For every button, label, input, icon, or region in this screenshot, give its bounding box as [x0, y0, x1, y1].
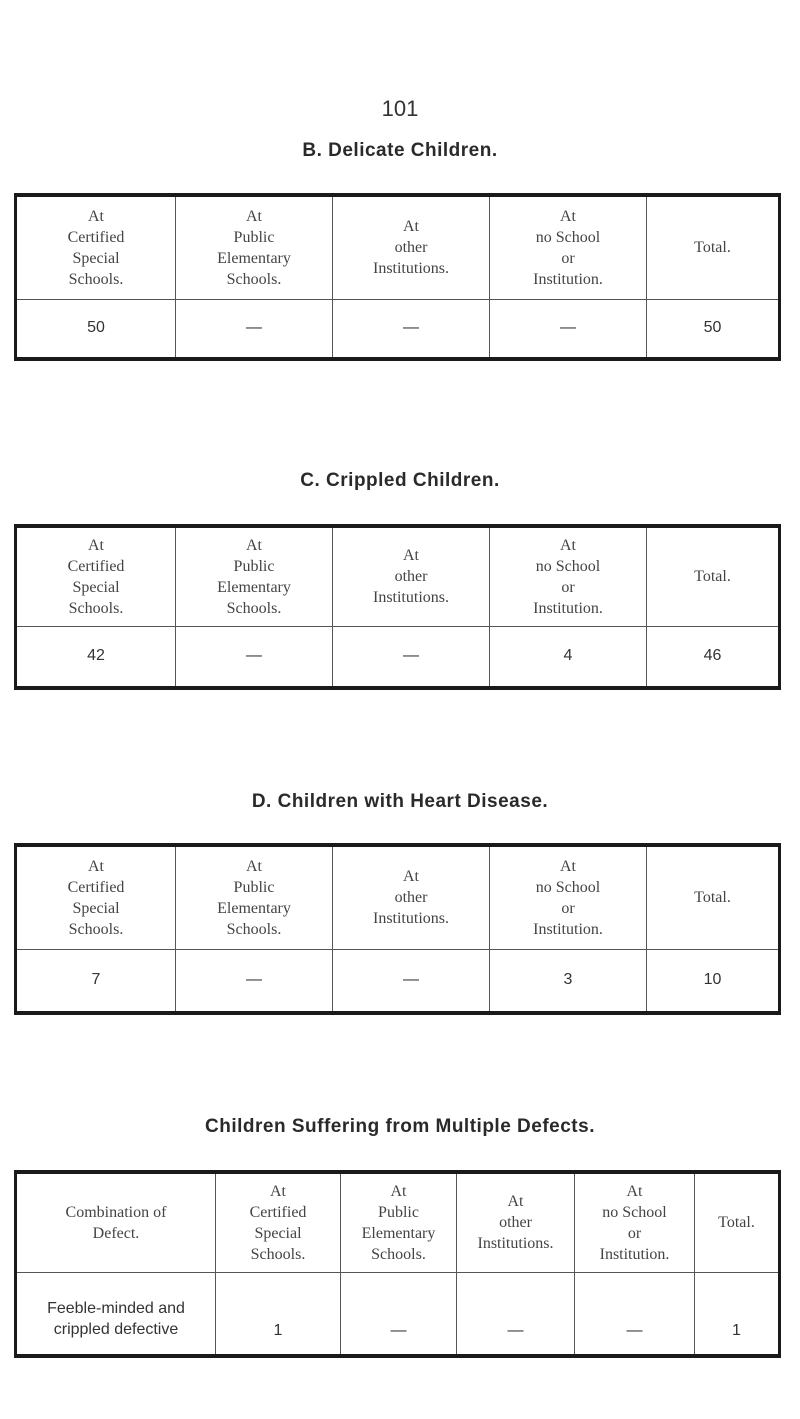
header-total: Total. [695, 1172, 780, 1272]
value-total: 1 [695, 1272, 780, 1356]
header-total: Total. [647, 845, 780, 949]
header-no-school-or-institution: At no School or Institution. [575, 1172, 695, 1272]
header-row [16, 845, 780, 949]
header-other-institutions: At other Institutions. [333, 526, 490, 626]
header-no-school-or-institution: At no School or Institution. [490, 526, 647, 626]
value-certified-special-schools: 7 [16, 949, 176, 1013]
header-total: Total. [647, 526, 780, 626]
value-public-elementary-schools: — [176, 949, 333, 1013]
value-public-elementary-schools: — [341, 1272, 457, 1356]
header-public-elementary-schools: At Public Elementary Schools. [341, 1172, 457, 1272]
value-total: 50 [647, 299, 780, 359]
table-row [16, 626, 780, 688]
header-public-elementary-schools: At Public Elementary Schools. [176, 845, 333, 949]
table-row [16, 949, 780, 1013]
header-row [16, 526, 780, 626]
section-title-crippled-children: C. Crippled Children. [300, 470, 500, 491]
value-no-school-or-institution: — [490, 299, 647, 359]
row-label-combination: Feeble-minded and crippled defective [16, 1272, 216, 1356]
header-other-institutions: At other Institutions. [333, 845, 490, 949]
header-row [16, 195, 780, 299]
header-no-school-or-institution: At no School or Institution. [490, 195, 647, 299]
value-total: 10 [647, 949, 780, 1013]
value-no-school-or-institution: 3 [490, 949, 647, 1013]
header-other-institutions: At other Institutions. [457, 1172, 575, 1272]
page-number: 101 [381, 96, 419, 121]
table-crippled-children [14, 524, 781, 690]
value-public-elementary-schools: — [176, 626, 333, 688]
header-total: Total. [647, 195, 780, 299]
value-no-school-or-institution: 4 [490, 626, 647, 688]
value-no-school-or-institution: — [575, 1272, 695, 1356]
header-certified-special-schools: At Certified Special Schools. [16, 526, 176, 626]
header-combination-of-defect: Combination of Defect. [16, 1172, 216, 1272]
value-public-elementary-schools: — [176, 299, 333, 359]
value-other-institutions: — [333, 299, 490, 359]
value-other-institutions: — [333, 949, 490, 1013]
value-certified-special-schools: 42 [16, 626, 176, 688]
table-multiple-defects [14, 1170, 781, 1358]
value-certified-special-schools: 1 [216, 1272, 341, 1356]
table-delicate-children [14, 193, 781, 361]
table-row [16, 299, 780, 359]
header-certified-special-schools: At Certified Special Schools. [16, 195, 176, 299]
value-certified-special-schools: 50 [16, 299, 176, 359]
header-public-elementary-schools: At Public Elementary Schools. [176, 526, 333, 626]
header-certified-special-schools: At Certified Special Schools. [216, 1172, 341, 1272]
section-title-delicate-children: B. Delicate Children. [302, 140, 498, 161]
section-title-heart-disease: D. Children with Heart Disease. [251, 791, 549, 812]
header-no-school-or-institution: At no School or Institution. [490, 845, 647, 949]
table-heart-disease [14, 843, 781, 1015]
section-title-multiple-defects: Children Suffering from Multiple Defects. [205, 1116, 595, 1137]
value-total: 46 [647, 626, 780, 688]
value-other-institutions: — [333, 626, 490, 688]
header-public-elementary-schools: At Public Elementary Schools. [176, 195, 333, 299]
header-other-institutions: At other Institutions. [333, 195, 490, 299]
value-other-institutions: — [457, 1272, 575, 1356]
header-certified-special-schools: At Certified Special Schools. [16, 845, 176, 949]
header-row [16, 1172, 780, 1272]
table-row [16, 1272, 780, 1356]
